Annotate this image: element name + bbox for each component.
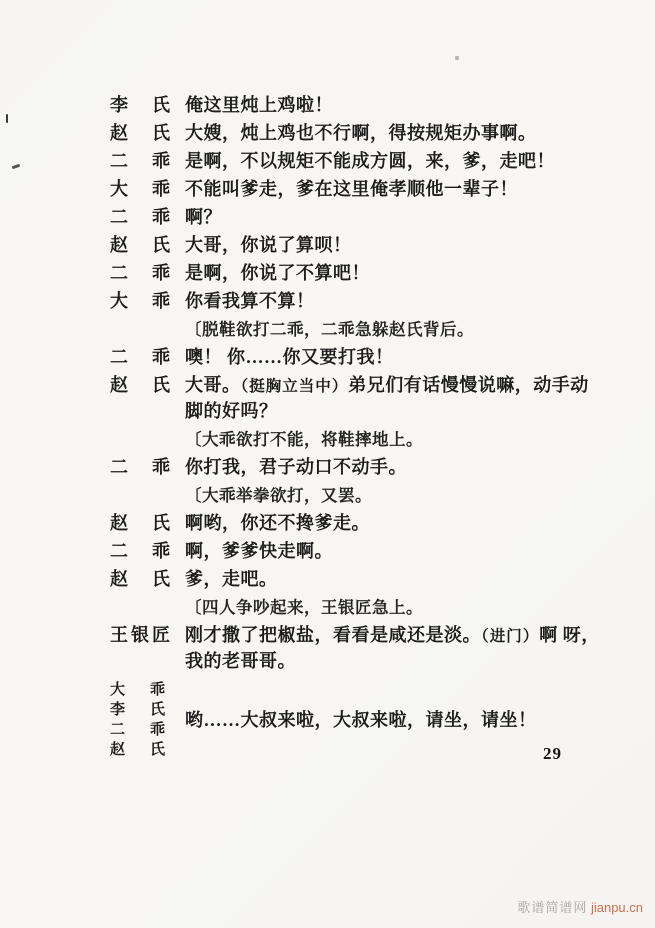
speaker-name: 赵 氏 xyxy=(110,235,173,255)
script-line-dialogue xyxy=(110,180,585,199)
dialogue-text xyxy=(185,570,585,589)
script-line-stage xyxy=(110,430,585,449)
text-segment: 弟兄们有话慢慢说嘛，动手动 xyxy=(348,375,589,395)
script-line-stage xyxy=(110,486,585,505)
script-line-dialogue xyxy=(110,625,600,646)
watermark xyxy=(517,897,643,916)
dialogue-text xyxy=(185,152,585,171)
dialogue-text xyxy=(185,652,585,671)
speaker-name: 二 乖 xyxy=(110,151,173,171)
dialogue-text xyxy=(185,96,585,115)
text-segment: 〔大乖欲打不能，将鞋摔地上。 xyxy=(185,430,423,449)
stage-direction xyxy=(185,430,585,449)
speaker-name: 二 乖 xyxy=(110,722,171,738)
text-segment: 哟……大叔来啦，大叔来啦，请坐，请坐！ xyxy=(185,709,537,730)
ink-speck xyxy=(6,114,8,123)
text-segment: 刚才撒了把椒盐，看看是咸还是淡。 xyxy=(185,625,481,645)
script-line-continuation xyxy=(110,652,585,671)
dialogue-text xyxy=(185,264,585,283)
script-line-dialogue xyxy=(110,570,585,589)
script-line-group xyxy=(110,680,585,760)
dialogue-text xyxy=(185,236,585,255)
script-line-dialogue xyxy=(110,264,585,283)
dialogue-text xyxy=(185,376,589,396)
dialogue-text xyxy=(185,180,585,199)
speaker-name: 赵 氏 xyxy=(110,513,173,533)
script-line-dialogue xyxy=(110,348,585,367)
inline-stage-note: （挺胸立当中） xyxy=(240,378,349,395)
page-number: 29 xyxy=(543,744,562,763)
speaker-name: 二 乖 xyxy=(110,347,173,367)
script-line-dialogue xyxy=(110,152,585,171)
dialogue-text xyxy=(185,292,585,311)
dialogue-text xyxy=(185,542,585,561)
text-segment: 〔大乖举拳欲打，又罢。 xyxy=(185,486,372,505)
script-line-dialogue xyxy=(110,292,585,311)
text-segment: 爹，走吧。 xyxy=(185,569,278,589)
speaker-name xyxy=(110,680,185,760)
dialogue-text xyxy=(185,626,600,646)
text-segment: 〔脱鞋欲打二乖，二乖急躲赵氏背后。 xyxy=(185,320,474,339)
watermark-site-url: jianpu.cn xyxy=(590,900,643,915)
dialogue-text xyxy=(185,402,585,421)
script-line-stage xyxy=(110,598,585,617)
text-segment: 大哥，你说了算呗！ xyxy=(185,235,352,255)
script-line-dialogue xyxy=(110,514,585,533)
speaker-name: 大 乖 xyxy=(110,291,173,311)
inline-stage-note: （进门） xyxy=(481,628,540,645)
text-segment: 是啊，不以规矩不能成方圆，来，爹，走吧！ xyxy=(185,151,555,171)
speaker-name: 赵 氏 xyxy=(110,742,171,758)
dialogue-text xyxy=(185,208,585,227)
dialogue-text xyxy=(185,514,585,533)
speaker-name: 大 乖 xyxy=(110,682,171,698)
ink-speck xyxy=(455,56,459,60)
text-segment: 啊？ xyxy=(185,207,222,227)
text-segment: 你看我算不算！ xyxy=(185,291,315,311)
text-segment: 是啊，你说了不算吧！ xyxy=(185,263,370,283)
script-line-dialogue xyxy=(110,458,585,477)
script-line-dialogue xyxy=(110,236,585,255)
speaker-name: 大 乖 xyxy=(110,179,173,199)
script-line-dialogue xyxy=(110,96,585,115)
text-segment: 啊哟，你还不搀爹走。 xyxy=(185,513,370,533)
text-segment: 俺这里炖上鸡啦！ xyxy=(185,95,333,115)
script-line-dialogue xyxy=(110,375,589,396)
script-line-dialogue xyxy=(110,542,585,561)
speaker-name: 赵 氏 xyxy=(110,123,173,143)
text-segment: 噢！ 你……你又要打我！ xyxy=(185,347,394,367)
script-rows xyxy=(110,95,600,769)
speaker-name: 二 乖 xyxy=(110,263,173,283)
script-line-stage xyxy=(110,320,585,339)
text-segment: 啊 呀， xyxy=(539,625,600,645)
script-line-dialogue xyxy=(110,208,585,227)
speaker-name: 王银匠 xyxy=(110,625,173,645)
watermark-site-name: 歌谱简谱网 xyxy=(517,900,588,915)
dialogue-text xyxy=(185,458,585,477)
speaker-name: 赵 氏 xyxy=(110,375,173,395)
text-segment: 不能叫爹走，爹在这里俺孝顺他一辈子！ xyxy=(185,179,518,199)
dialogue-text xyxy=(185,348,585,367)
text-segment: 大哥。 xyxy=(185,375,241,395)
speaker-name: 李 氏 xyxy=(110,702,171,718)
speaker-name: 赵 氏 xyxy=(110,569,173,589)
speaker-name: 二 乖 xyxy=(110,457,173,477)
script-line-continuation xyxy=(110,402,585,421)
text-segment: 〔四人争吵起来，王银匠急上。 xyxy=(185,598,423,617)
text-segment: 啊，爹爹快走啊。 xyxy=(185,541,333,561)
dialogue-text xyxy=(185,124,585,143)
text-segment: 你打我，君子动口不动手。 xyxy=(185,457,407,477)
text-segment: 我的老哥哥。 xyxy=(185,651,296,671)
ink-speck xyxy=(12,164,21,170)
text-segment: 脚的好吗？ xyxy=(185,401,278,421)
text-segment: 大嫂，炖上鸡也不行啊，得按规矩办事啊。 xyxy=(185,123,537,143)
dialogue-text xyxy=(185,711,585,730)
stage-direction xyxy=(185,486,585,505)
script-line-dialogue xyxy=(110,124,585,143)
speaker-name: 二 乖 xyxy=(110,541,173,561)
speaker-name: 二 乖 xyxy=(110,207,173,227)
stage-direction xyxy=(185,320,585,339)
stage-direction xyxy=(185,598,585,617)
speaker-name: 李 氏 xyxy=(110,95,173,115)
